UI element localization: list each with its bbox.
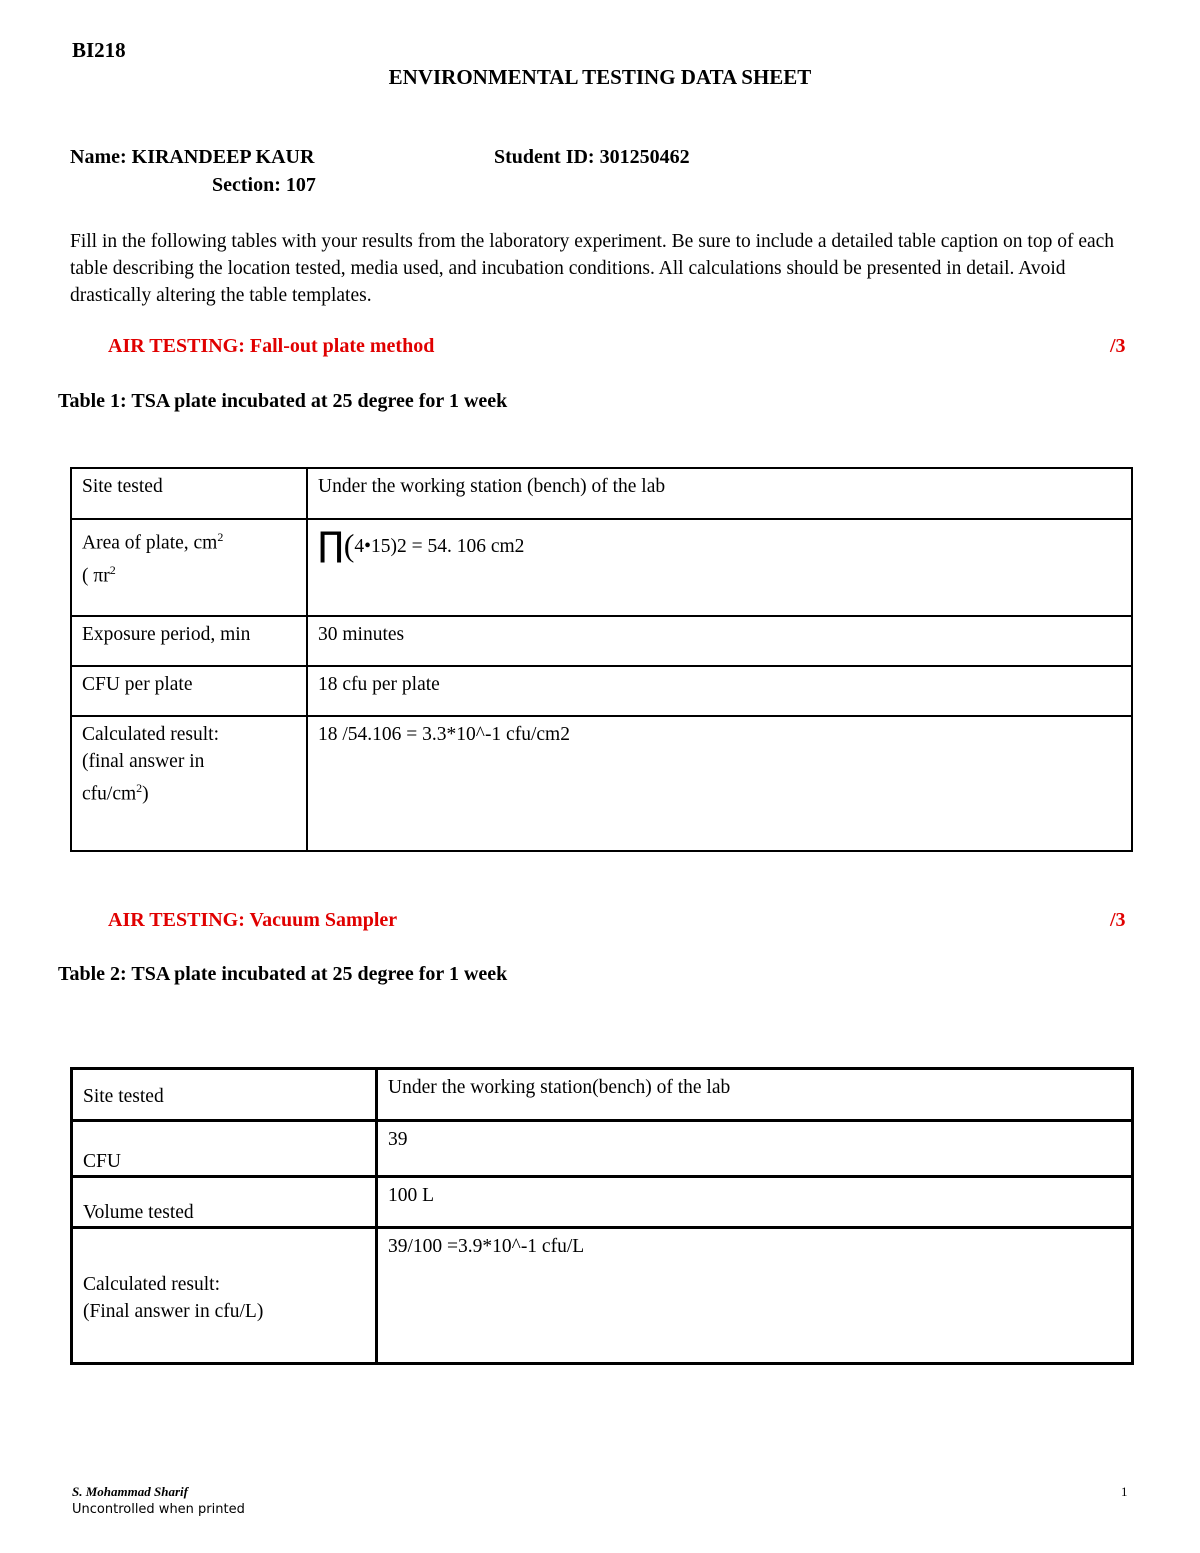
section-label: Section: xyxy=(212,174,281,196)
footer-note: Uncontrolled when printed xyxy=(72,1502,245,1517)
table-row xyxy=(72,1121,1133,1177)
table-row xyxy=(71,519,1132,616)
name-value: KIRANDEEP KAUR xyxy=(131,146,315,168)
calc-label-cell xyxy=(72,1228,377,1364)
instructions-paragraph: Fill in the following tables with your results from the laboratory experiment. Be sure to include a detailed table caption on top of each table describing the location tested, media used, and incubation conditions. All calculations should be presented in detail. Avoid drastically altering the table templates. xyxy=(70,231,1115,306)
student-id-label: Student ID: xyxy=(494,146,595,168)
student-id-value: 301250462 xyxy=(599,146,690,168)
section-line xyxy=(212,174,316,197)
area-value-cell xyxy=(307,519,1132,616)
area-paren: ( xyxy=(343,527,355,563)
volume-label-cell: Volume tested xyxy=(72,1177,377,1228)
area-label-sup: 2 xyxy=(217,530,224,544)
volume-value-cell: 100 L xyxy=(377,1177,1133,1228)
name-label: Name: xyxy=(70,146,127,168)
table-row xyxy=(72,1177,1133,1228)
table1-fallout-plate xyxy=(70,467,1133,852)
area-label-formula: ( πr xyxy=(82,565,110,586)
calc-label-line1: Calculated result: xyxy=(83,1273,220,1295)
calc-label-line3: cfu/cm xyxy=(82,783,137,805)
area-label-main: Area of plate, cm xyxy=(82,532,218,554)
table-row xyxy=(72,1228,1133,1364)
calc-label-sup: 2 xyxy=(136,781,143,795)
site-label-cell: Site tested xyxy=(71,468,307,519)
table-row xyxy=(71,666,1132,716)
calc-label-cell xyxy=(71,716,307,851)
exposure-label-cell: Exposure period, min xyxy=(71,616,307,666)
document-title: ENVIRONMENTAL TESTING DATA SHEET xyxy=(388,65,812,89)
site-value-cell: Under the working station (bench) of the lab xyxy=(307,468,1132,519)
pi-symbol: ∏ xyxy=(318,525,344,565)
table-row xyxy=(72,1069,1133,1121)
section-value: 107 xyxy=(285,174,316,196)
section2-marks: /3 xyxy=(1110,909,1126,931)
cfu-value-cell: 39 xyxy=(377,1121,1133,1177)
area-label-cell xyxy=(71,519,307,616)
section1-heading: AIR TESTING: Fall-out plate method xyxy=(108,335,435,357)
section2-heading: AIR TESTING: Vacuum Sampler xyxy=(108,909,398,931)
student-name-line xyxy=(70,146,314,169)
calc-value-cell: 39/100 =3.9*10^-1 cfu/L xyxy=(377,1228,1133,1364)
cfu-label-cell: CFU per plate xyxy=(71,666,307,716)
cfu-label-cell: CFU xyxy=(72,1121,377,1177)
table-row xyxy=(71,468,1132,519)
site-label-cell: Site tested xyxy=(72,1069,377,1121)
page-number: 1 xyxy=(1121,1484,1128,1499)
cfu-value-cell: 18 cfu per plate xyxy=(307,666,1132,716)
calc-label-close: ) xyxy=(142,783,149,805)
student-id-line xyxy=(494,146,690,169)
area-value-rest: 4•15)2 = 54. 106 cm2 xyxy=(354,536,525,557)
exposure-value-cell: 30 minutes xyxy=(307,616,1132,666)
calc-label-line2: (Final answer in cfu/L) xyxy=(83,1300,264,1322)
site-value-cell: Under the working station(bench) of the lab xyxy=(377,1069,1133,1121)
table-row xyxy=(71,616,1132,666)
course-code: BI218 xyxy=(72,38,126,62)
table-row xyxy=(71,716,1132,851)
calc-label-line1: Calculated result: xyxy=(82,724,219,745)
section1-marks: /3 xyxy=(1110,335,1126,357)
table2-vacuum-sampler xyxy=(70,1067,1134,1365)
area-label-formula-sup: 2 xyxy=(109,562,116,577)
table1-caption: Table 1: TSA plate incubated at 25 degree for 1 week xyxy=(58,390,508,412)
footer-author: S. Mohammad Sharif xyxy=(72,1484,188,1499)
calc-label-line2: (final answer in xyxy=(82,751,205,772)
calc-value-cell: 18 /54.106 = 3.3*10^-1 cfu/cm2 xyxy=(307,716,1132,851)
table2-caption: Table 2: TSA plate incubated at 25 degree for 1 week xyxy=(58,963,508,985)
